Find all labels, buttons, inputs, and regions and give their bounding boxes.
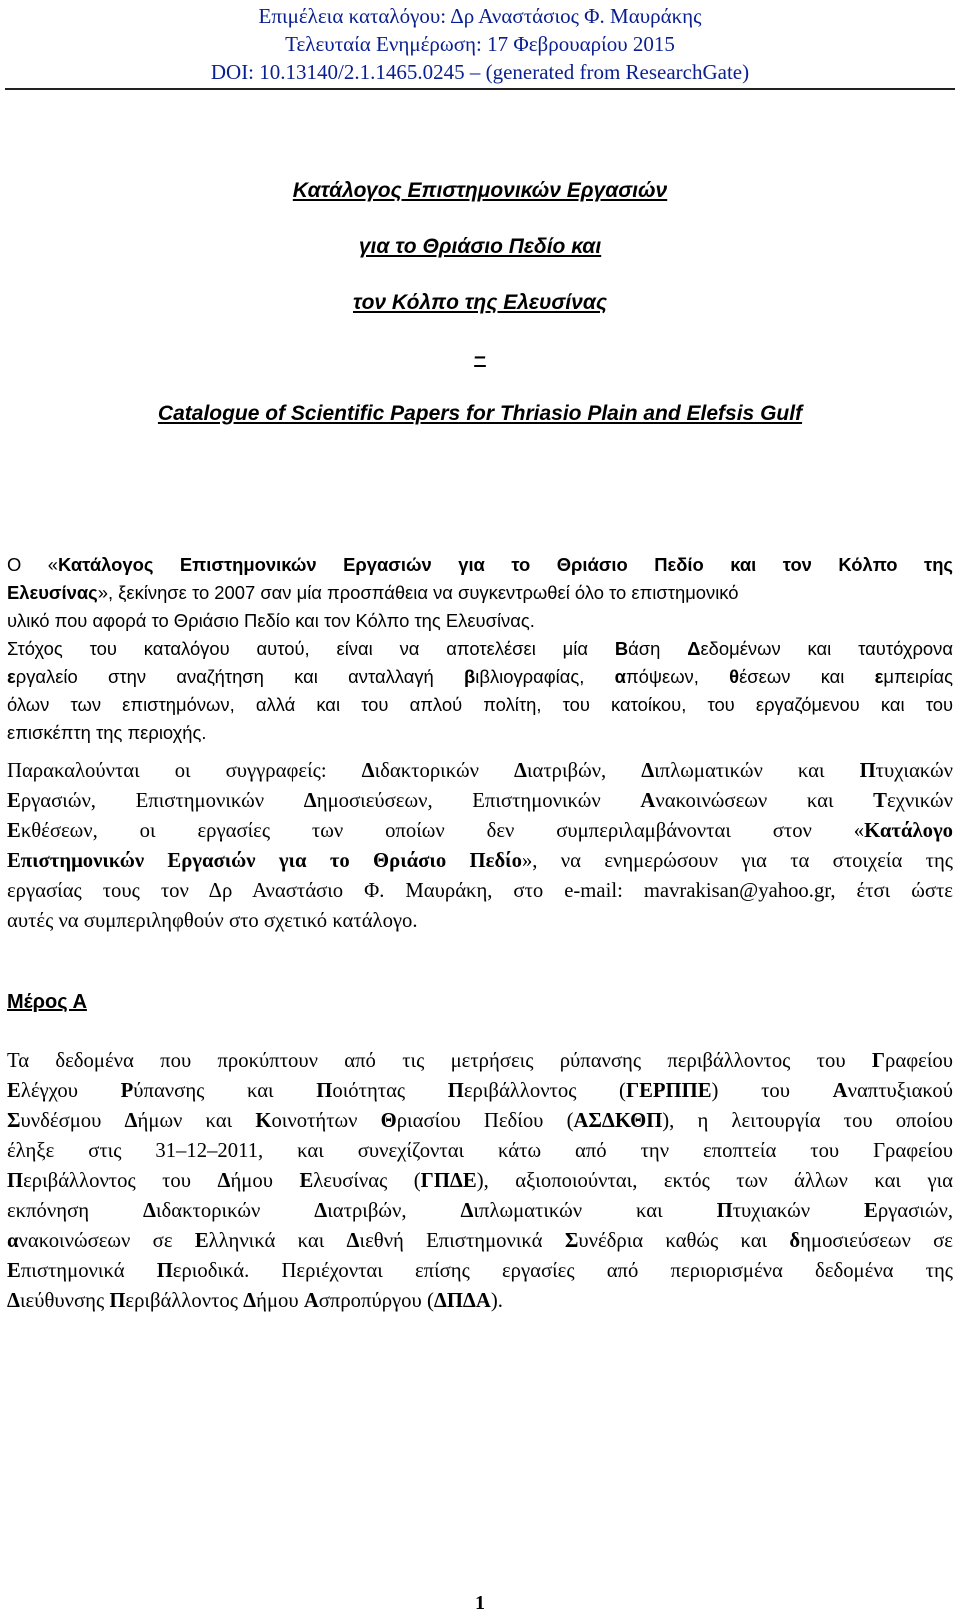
title-line-3: τον Κόλπο της Ελευσίνας [352,291,608,314]
header-doi: DOI: 10.13140/2.1.1465.0245 – (generated from ResearchGate) [210,60,750,84]
part-a-paragraph [7,1046,953,1316]
part-a-line-6: εκπόνηση Διδακτορικών Διατριβών, Διπλωματικών και Πτυχιακών Εργασιών, [7,1200,954,1222]
header-last-update: Τελευταία Ενημέρωση: 17 Φεβρουαρίου 2015 [285,32,675,56]
part-a-line-2: Ελέγχου Ρύπανσης και Ποιότητας Περιβάλλοντος (ΓΕΡΠΠΕ) του Αναπτυξιακού [7,1080,953,1102]
header-divider [5,88,955,90]
intro-line-1: Ο «Κατάλογος Επιστημονικών Εργασιών για το Θριάσιο Πεδίο και τον Κόλπο της [7,554,953,575]
request-line-4: Επιστημονικών Εργασιών για το Θριάσιο Πεδίο», να ενημερώσουν για τα στοιχεία της [7,850,953,872]
page-number: 1 [475,1592,485,1614]
intro-line-6: όλων των επιστημόνων, αλλά και του απλού πολίτη, του κατοίκου, του εργαζόμενου και του [7,694,953,715]
request-line-2: Εργασιών, Επιστημονικών Δημοσιεύσεων, Επιστημονικών Ανακοινώσεων και Τεχνικών [7,790,953,812]
part-a-line-5: Περιβάλλοντος του Δήμου Ελευσίνας (ΓΠΔΕ), αξιοποιούνται, εκτός των άλλων και για [7,1170,954,1192]
intro-line-7: επισκέπτη της περιοχής. [7,722,207,743]
title-dash: – [474,345,486,368]
part-a-line-8: Επιστημονικά Περιοδικά. Περιέχονται επίσης εργασίες από περιορισμένα δεδομένα της [7,1260,953,1282]
intro-line-2: Ελευσίνας», ξεκίνησε το 2007 σαν μία προσπάθεια να συγκεντρωθεί όλο το επιστημονικό [7,582,739,603]
request-paragraph [7,756,953,936]
intro-line-4: Στόχος του καταλόγου αυτού, είναι να αποτελέσει μία Βάση Δεδομένων και ταυτόχρονα [7,638,953,659]
header-curator: Επιμέλεια καταλόγου: Δρ Αναστάσιος Φ. Μαυράκης [258,4,702,28]
intro-line-3: υλικό που αφορά το Θριάσιο Πεδίο και τον Κόλπο της Ελευσίνας. [7,610,535,631]
part-a-line-3: Συνδέσμου Δήμων και Κοινοτήτων Θριασίου Πεδίου (ΑΣΔΚΘΠ), η λειτουργία του οποίου [7,1110,953,1132]
request-line-1: Παρακαλούνται οι συγγραφείς: Διδακτορικών Διατριβών, Διπλωματικών και Πτυχιακών [7,760,954,782]
part-a-heading: Μέρος Α [7,991,87,1013]
request-line-3: Εκθέσεων, οι εργασίες των οποίων δεν συμπεριλαμβάνονται στον «Κατάλογο [7,820,953,842]
title-line-2: για το Θριάσιο Πεδίο και [358,235,602,258]
part-a-line-4: έληξε στις 31–12–2011, και συνεχίζονται κάτω από την εποπτεία του Γραφείου [7,1140,953,1162]
part-a-line-1: Τα δεδομένα που προκύπτουν από τις μετρήσεις ρύπανσης περιβάλλοντος του Γραφείου [7,1050,953,1072]
title-line-1: Κατάλογος Επιστημονικών Εργασιών [292,179,668,202]
part-a-line-9: Διεύθυνσης Περιβάλλοντος Δήμου Ασπροπύργου (ΔΠΔΑ). [7,1290,503,1312]
request-line-6: αυτές να συμπεριληφθούν στο σχετικό κατάλογο. [7,910,418,932]
title-english: Catalogue of Scientific Papers for Thriasio Plain and Elefsis Gulf [157,402,803,425]
request-line-5: εργασίας τους τον Δρ Αναστάσιο Φ. Μαυράκη, στο e-mail: mavrakisan@yahoo.gr, έτσι ώστε [7,880,953,902]
part-a-line-7: ανακοινώσεων σε Ελληνικά και Διεθνή Επιστημονικά Συνέδρια καθώς και δημοσιεύσεων σε [7,1230,953,1252]
intro-line-5: εργαλείο στην αναζήτηση και ανταλλαγή βιβλιογραφίας, απόψεων, θέσεων και εμπειρίας [7,666,954,687]
intro-paragraph [7,551,953,747]
